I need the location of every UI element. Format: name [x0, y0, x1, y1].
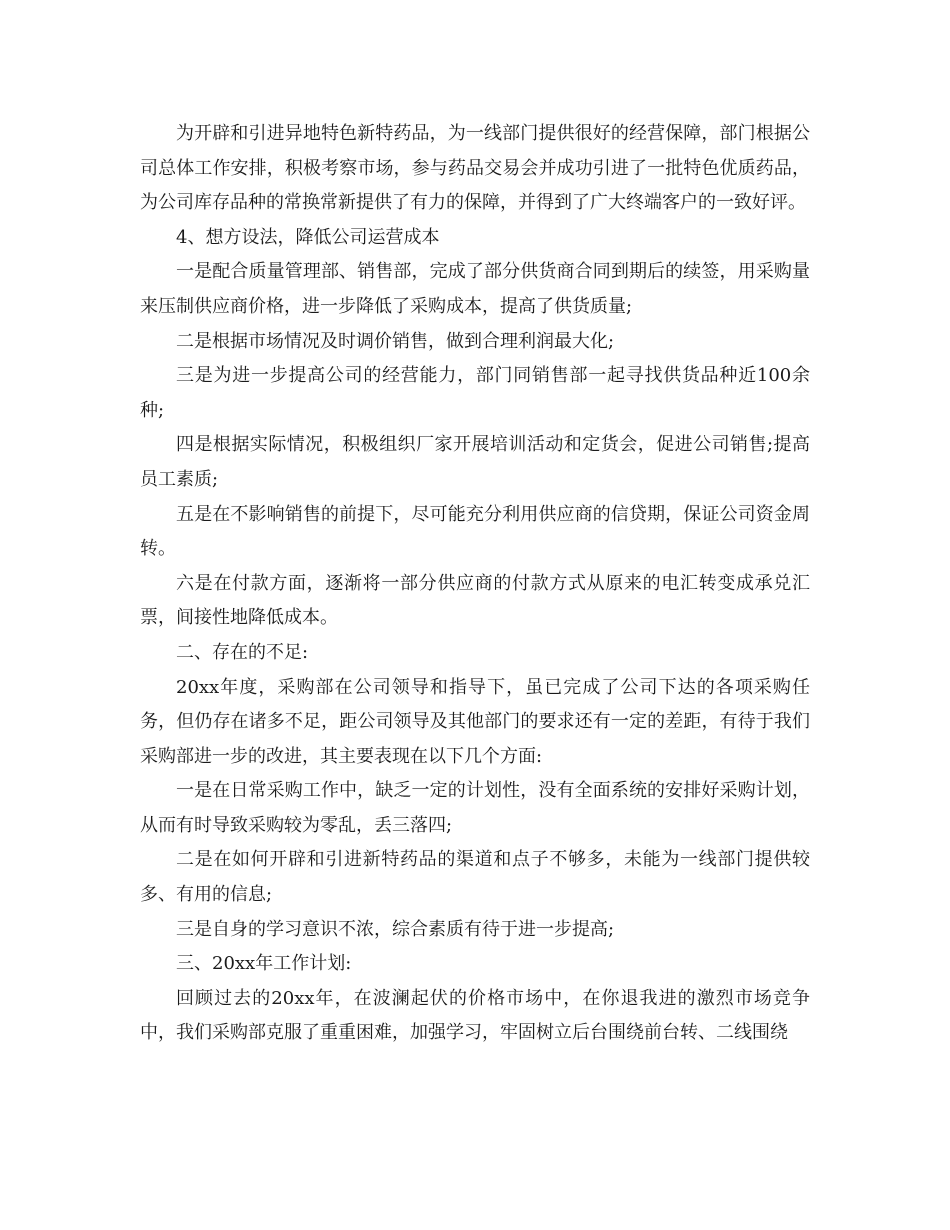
paragraph-item-6: 六是在付款方面，逐渐将一部分供应商的付款方式从原来的电汇转变成承兑汇票，间接性地降低成本。	[140, 572, 810, 629]
paragraph-shortcomings-intro: 20xx年度，采购部在公司领导和指导下，虽已完成了公司下达的各项采购任务，但仍存在诸多不足，距公司领导及其他部门的要求还有一定的差距，有待于我们采购部进一步的改进，其主要表现在以下几个方面:	[140, 676, 810, 767]
heading-work-plan: 三、20xx年工作计划:	[176, 953, 352, 975]
paragraph-item-4: 四是根据实际情况，积极组织厂家开展培训活动和定货会，促进公司销售;提高员工素质;	[140, 434, 810, 490]
paragraph-item-1: 一是配合质量管理部、销售部，完成了部分供货商合同到期后的续签，用采购量来压制供应商价格，进一步降低了采购成本，提高了供货质量;	[140, 261, 810, 317]
paragraph-item-3: 三是为进一步提高公司的经营能力，部门同销售部一起寻找供货品种近100余种;	[140, 365, 810, 421]
heading-shortcomings: 二、存在的不足:	[176, 641, 309, 663]
paragraph-shortcoming-3: 三是自身的学习意识不浓，综合素质有待于进一步提高;	[176, 918, 615, 940]
paragraph-item-5: 五是在不影响销售的前提下，尽可能充分利用供应商的信贷期，保证公司资金周转。	[140, 503, 810, 560]
paragraph-review: 回顾过去的20xx年，在波澜起伏的价格市场中，在你退我进的激烈市场竞争中，我们采购部克服了重重困难，加强学习，牢固树立后台围绕前台转、二线围绕	[140, 987, 810, 1044]
paragraph-new-drugs: 为开辟和引进异地特色新特药品，为一线部门提供很好的经营保障，部门根据公司总体工作安排，积极考察市场，参与药品交易会并成功引进了一批特色优质药品，为公司库存品种的常换常新提供了有力的保障，并得到了广大终端客户的一致好评。	[140, 123, 810, 214]
paragraph-shortcoming-1: 一是在日常采购工作中，缺乏一定的计划性，没有全面系统的安排好采购计划，从而有时导致采购较为零乱，丢三落四;	[140, 780, 810, 836]
paragraph-item-2: 二是根据市场情况及时调价销售，做到合理利润最大化;	[176, 330, 615, 352]
paragraph-shortcoming-2: 二是在如何开辟和引进新特药品的渠道和点子不够多，未能为一线部门提供较多、有用的信息;	[140, 849, 810, 906]
heading-cost-reduction: 4、想方设法，降低公司运营成本	[176, 226, 440, 248]
document-body	[140, 117, 810, 1051]
